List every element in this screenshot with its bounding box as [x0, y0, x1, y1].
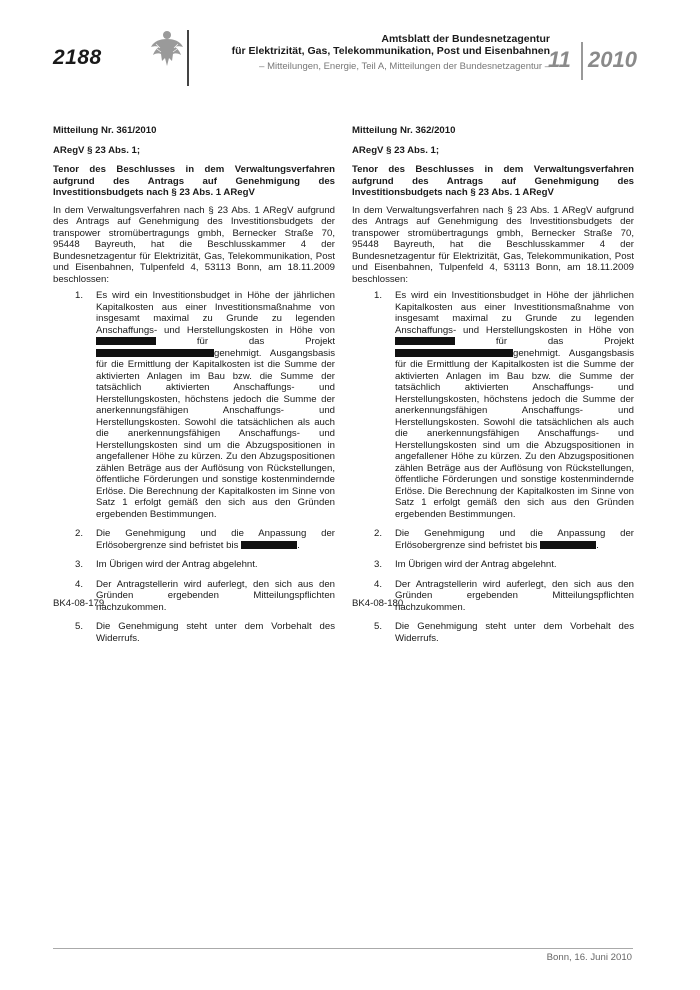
item-text: genehmigt. Ausgangsbasis für die Ermittlung der Kapitalkosten ist die Summe der aktivierten Anlagen im Bau bzw. die Summe der tatsächlich aktivierten Anschaffungs- und Herstellungskosten, höchstens jedoch die Summe der anerkennungsfähigen Anschaffungs- und Herstellungskosten. Sowohl die tatsächlichen als auch die anerkennungsfähigen Anschaffungs- und Herstellungskosten sind um die Abzugspositionen in angefallener Höhe zu kürzen. Zu den Abzugspositionen zählen Beträge aus der Auflösung von Rückstellungen, öffentliche Förderungen und sonstige kostenmindernde Erlöse. Die Berechnung der Kapitalkosten im Sinne von Satz 1 erfolgt gemäß den sich aus den Gründen ergebenden Bestimmungen.: [96, 347, 335, 520]
gazette-title-line1: Amtsblatt der Bundesnetzagentur: [381, 33, 550, 45]
item-text: Der Antragstellerin wird auferlegt, den sich aus den Gründen ergebenden Mitteilungspflichten nachzukommen.: [395, 578, 634, 613]
notice-left: [53, 125, 335, 652]
item-text: für das Projekt: [495, 336, 634, 347]
decision-item: [352, 559, 634, 571]
decision-list: [352, 290, 634, 644]
decision-item: [53, 290, 335, 520]
notice-intro: In dem Verwaltungsverfahren nach § 23 Abs. 1 ARegV aufgrund des Antrags auf Genehmigung des Investitionsbudgets der transpower stromübertragungs gmbh, Bernecker Straße 70, 95448 Bayreuth, hat die Beschlusskammer 4 der Bundesnetzagentur für Elektrizität, Gas, Telekommunikation, Post und Eisenbahnen, Tulpenfeld 4, 53113 Bonn, am 18.11.2009 beschlossen:: [53, 204, 335, 285]
item-number: 2.: [374, 528, 383, 539]
notice-tenor: Tenor des Beschlusses in dem Verwaltungsverfahren aufgrund des Antrags auf Genehmigung des Investitionsbudgets nach § 23 Abs. 1 ARegV: [53, 164, 335, 198]
item-number: 3.: [75, 559, 84, 570]
issue-divider: [581, 42, 583, 80]
page-header: [0, 0, 700, 80]
notice-tenor: Tenor des Beschlusses in dem Verwaltungsverfahren aufgrund des Antrags auf Genehmigung des Investitionsbudgets nach § 23 Abs. 1 ARegV: [352, 164, 634, 198]
item-text: Die Genehmigung und die Anpassung der Erlösobergrenze sind befristet bis: [395, 528, 634, 551]
item-number: 4.: [374, 578, 383, 590]
decision-item: [53, 528, 335, 551]
item-number: 5.: [374, 621, 383, 632]
decision-item: [352, 290, 634, 520]
item-text: Im Übrigen wird der Antrag abgelehnt.: [96, 559, 258, 570]
item-text: Es wird ein Investitionsbudget in Höhe der jährlichen Kapitalkosten aus einer Investitionsmaßnahme von insgesamt maximal zu Grunde zu legenden Anschaffungs- und Herstellungskosten in Höhe von: [395, 290, 634, 336]
redacted-project: [395, 349, 513, 357]
federal-eagle-icon: [150, 28, 184, 68]
item-number: 1.: [75, 290, 84, 301]
decision-item: [352, 621, 634, 644]
notice-law-reference: ARegV § 23 Abs. 1;: [352, 144, 440, 156]
redacted-date: [540, 541, 596, 549]
redacted-project: [96, 349, 214, 357]
gazette-subtitle: – Mitteilungen, Energie, Teil A, Mitteilungen der Bundesnetzagentur –: [259, 61, 550, 72]
case-reference: BK4-08-180: [352, 598, 404, 609]
notice-title: Mitteilung Nr. 362/2010: [352, 125, 456, 136]
gazette-title-line2: für Elektrizität, Gas, Telekommunikation, Post und Eisenbahnen: [231, 45, 550, 57]
issue-number: 11: [548, 47, 571, 72]
redacted-amount: [395, 337, 455, 345]
header-divider: [187, 30, 189, 86]
decision-item: [53, 559, 335, 571]
item-text: .: [596, 539, 599, 551]
item-number: 4.: [75, 578, 84, 590]
item-text: genehmigt. Ausgangsbasis für die Ermittlung der Kapitalkosten ist die Summe der aktivierten Anlagen im Bau bzw. die Summe der tatsächlich aktivierten Anschaffungs- und Herstellungskosten, höchstens jedoch die Summe der anerkennungsfähigen Anschaffungs- und Herstellungskosten. Sowohl die tatsächlichen als auch die anerkennungsfähigen Anschaffungs- und Herstellungskosten sind um die Abzugspositionen in angefallener Höhe zu kürzen. Zu den Abzugspositionen zählen Beträge aus der Auflösung von Rückstellungen, öffentliche Förderungen und sonstige kostenmindernde Erlöse. Die Berechnung der Kapitalkosten im Sinne von Satz 1 erfolgt gemäß den sich aus den Gründen ergebenden Bestimmungen.: [395, 347, 634, 520]
notice-title: Mitteilung Nr. 361/2010: [53, 125, 157, 136]
case-reference: BK4-08-179: [53, 598, 105, 609]
footer-divider: [53, 948, 633, 949]
item-text: Die Genehmigung steht unter dem Vorbehalt des Widerrufs.: [96, 621, 335, 644]
decision-item: [352, 528, 634, 551]
header-text: [190, 33, 550, 72]
redacted-date: [241, 541, 297, 549]
issue-year: 2010: [588, 47, 637, 72]
notice-intro: In dem Verwaltungsverfahren nach § 23 Abs. 1 ARegV aufgrund des Antrags auf Genehmigung des Investitionsbudgets der transpower stromübertragungs gmbh, Bernecker Straße 70, 95448 Bayreuth, hat die Beschlusskammer 4 der Bundesnetzagentur für Elektrizität, Gas, Telekommunikation, Post und Eisenbahnen, Tulpenfeld 4, 53113 Bonn, am 18.11.2009 beschlossen:: [352, 204, 634, 285]
item-text: Die Genehmigung steht unter dem Vorbehalt des Widerrufs.: [395, 621, 634, 644]
item-text: Im Übrigen wird der Antrag abgelehnt.: [395, 559, 557, 570]
item-text: .: [297, 539, 300, 551]
item-number: 5.: [75, 621, 84, 632]
item-text: für das Projekt: [196, 336, 335, 347]
item-number: 1.: [374, 290, 383, 301]
notice-right: [352, 125, 634, 652]
notice-law-reference: ARegV § 23 Abs. 1;: [53, 144, 141, 156]
decision-list: [53, 290, 335, 644]
item-text: Die Genehmigung und die Anpassung der Erlösobergrenze sind befristet bis: [96, 528, 335, 551]
redacted-amount: [96, 337, 156, 345]
item-number: 2.: [75, 528, 84, 539]
item-text: Es wird ein Investitionsbudget in Höhe der jährlichen Kapitalkosten aus einer Investitionsmaßnahme von insgesamt maximal zu Grunde zu legenden Anschaffungs- und Herstellungskosten in Höhe von: [96, 290, 335, 336]
page-number: 2188: [53, 46, 102, 69]
item-text: Der Antragstellerin wird auferlegt, den sich aus den Gründen ergebenden Mitteilungspflichten nachzukommen.: [96, 578, 335, 613]
footer-date: Bonn, 16. Juni 2010: [546, 952, 632, 963]
decision-item: [53, 621, 335, 644]
item-number: 3.: [374, 559, 383, 570]
